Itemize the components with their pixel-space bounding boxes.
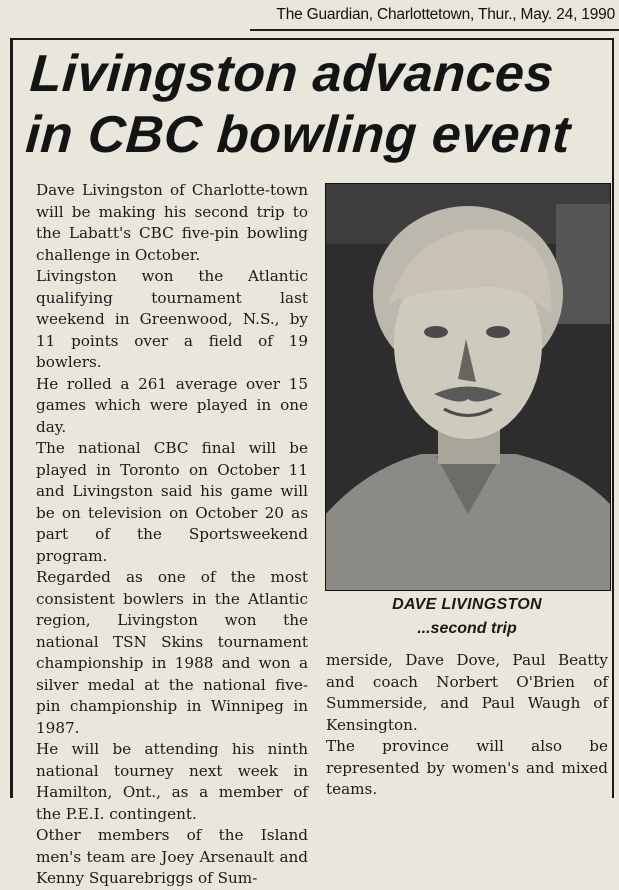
headline-line-2: in CBC bowling event <box>23 106 573 164</box>
article-right-column <box>326 650 608 801</box>
dateline-rule <box>250 29 619 31</box>
paragraph-2: Livingston won the Atlantic qualifying tournament last weekend in Greenwood, N.S., by 11 points over a field of 19 bowlers. <box>36 267 308 371</box>
paragraph-1: Dave Livingston of Charlotte-town will be making his second trip to the Labatt's CBC five-pin bowling challenge in October. <box>36 181 308 264</box>
paragraph-4: The national CBC final will be played in Toronto on October 11 and Livingston said his game will be on television on October 20 as part of the Sportsweekend program. <box>36 439 308 565</box>
portrait-illustration <box>326 184 610 590</box>
portrait-photo <box>325 183 611 591</box>
paragraph-3: He rolled a 261 average over 15 games which were played in one day. <box>36 374 308 436</box>
paragraph-5: Regarded as one of the most consistent bowlers in the Atlantic region, Livingston won the national TSN Skins tournament championship in 1988 and won a silver medal at the national five-pin championship in Winnipeg in 1987. <box>36 568 308 737</box>
article-left-column <box>36 180 308 890</box>
paragraph-9: The province will also be represented by women's and mixed teams. <box>326 737 608 798</box>
headline <box>24 44 613 166</box>
paragraph-7: Other members of the Island men's team are Joey Arsenault and Kenny Squarebriggs of Sum- <box>36 826 308 887</box>
paragraph-6: He will be attending his ninth national tourney next week in Hamilton, Ont., as a member of the P.E.I. contingent. <box>36 740 308 823</box>
photo-caption-subtitle: ...second trip <box>417 620 517 637</box>
headline-line-1: Livingston advances <box>28 45 557 103</box>
photo-caption-name: DAVE LIVINGSTON <box>392 596 542 613</box>
paragraph-8: merside, Dave Dove, Paul Beatty and coach Norbert O'Brien of Summerside, and Paul Waugh of Kensington. <box>326 651 608 734</box>
dateline: The Guardian, Charlottetown, Thur., May. 24, 1990 <box>276 6 615 23</box>
